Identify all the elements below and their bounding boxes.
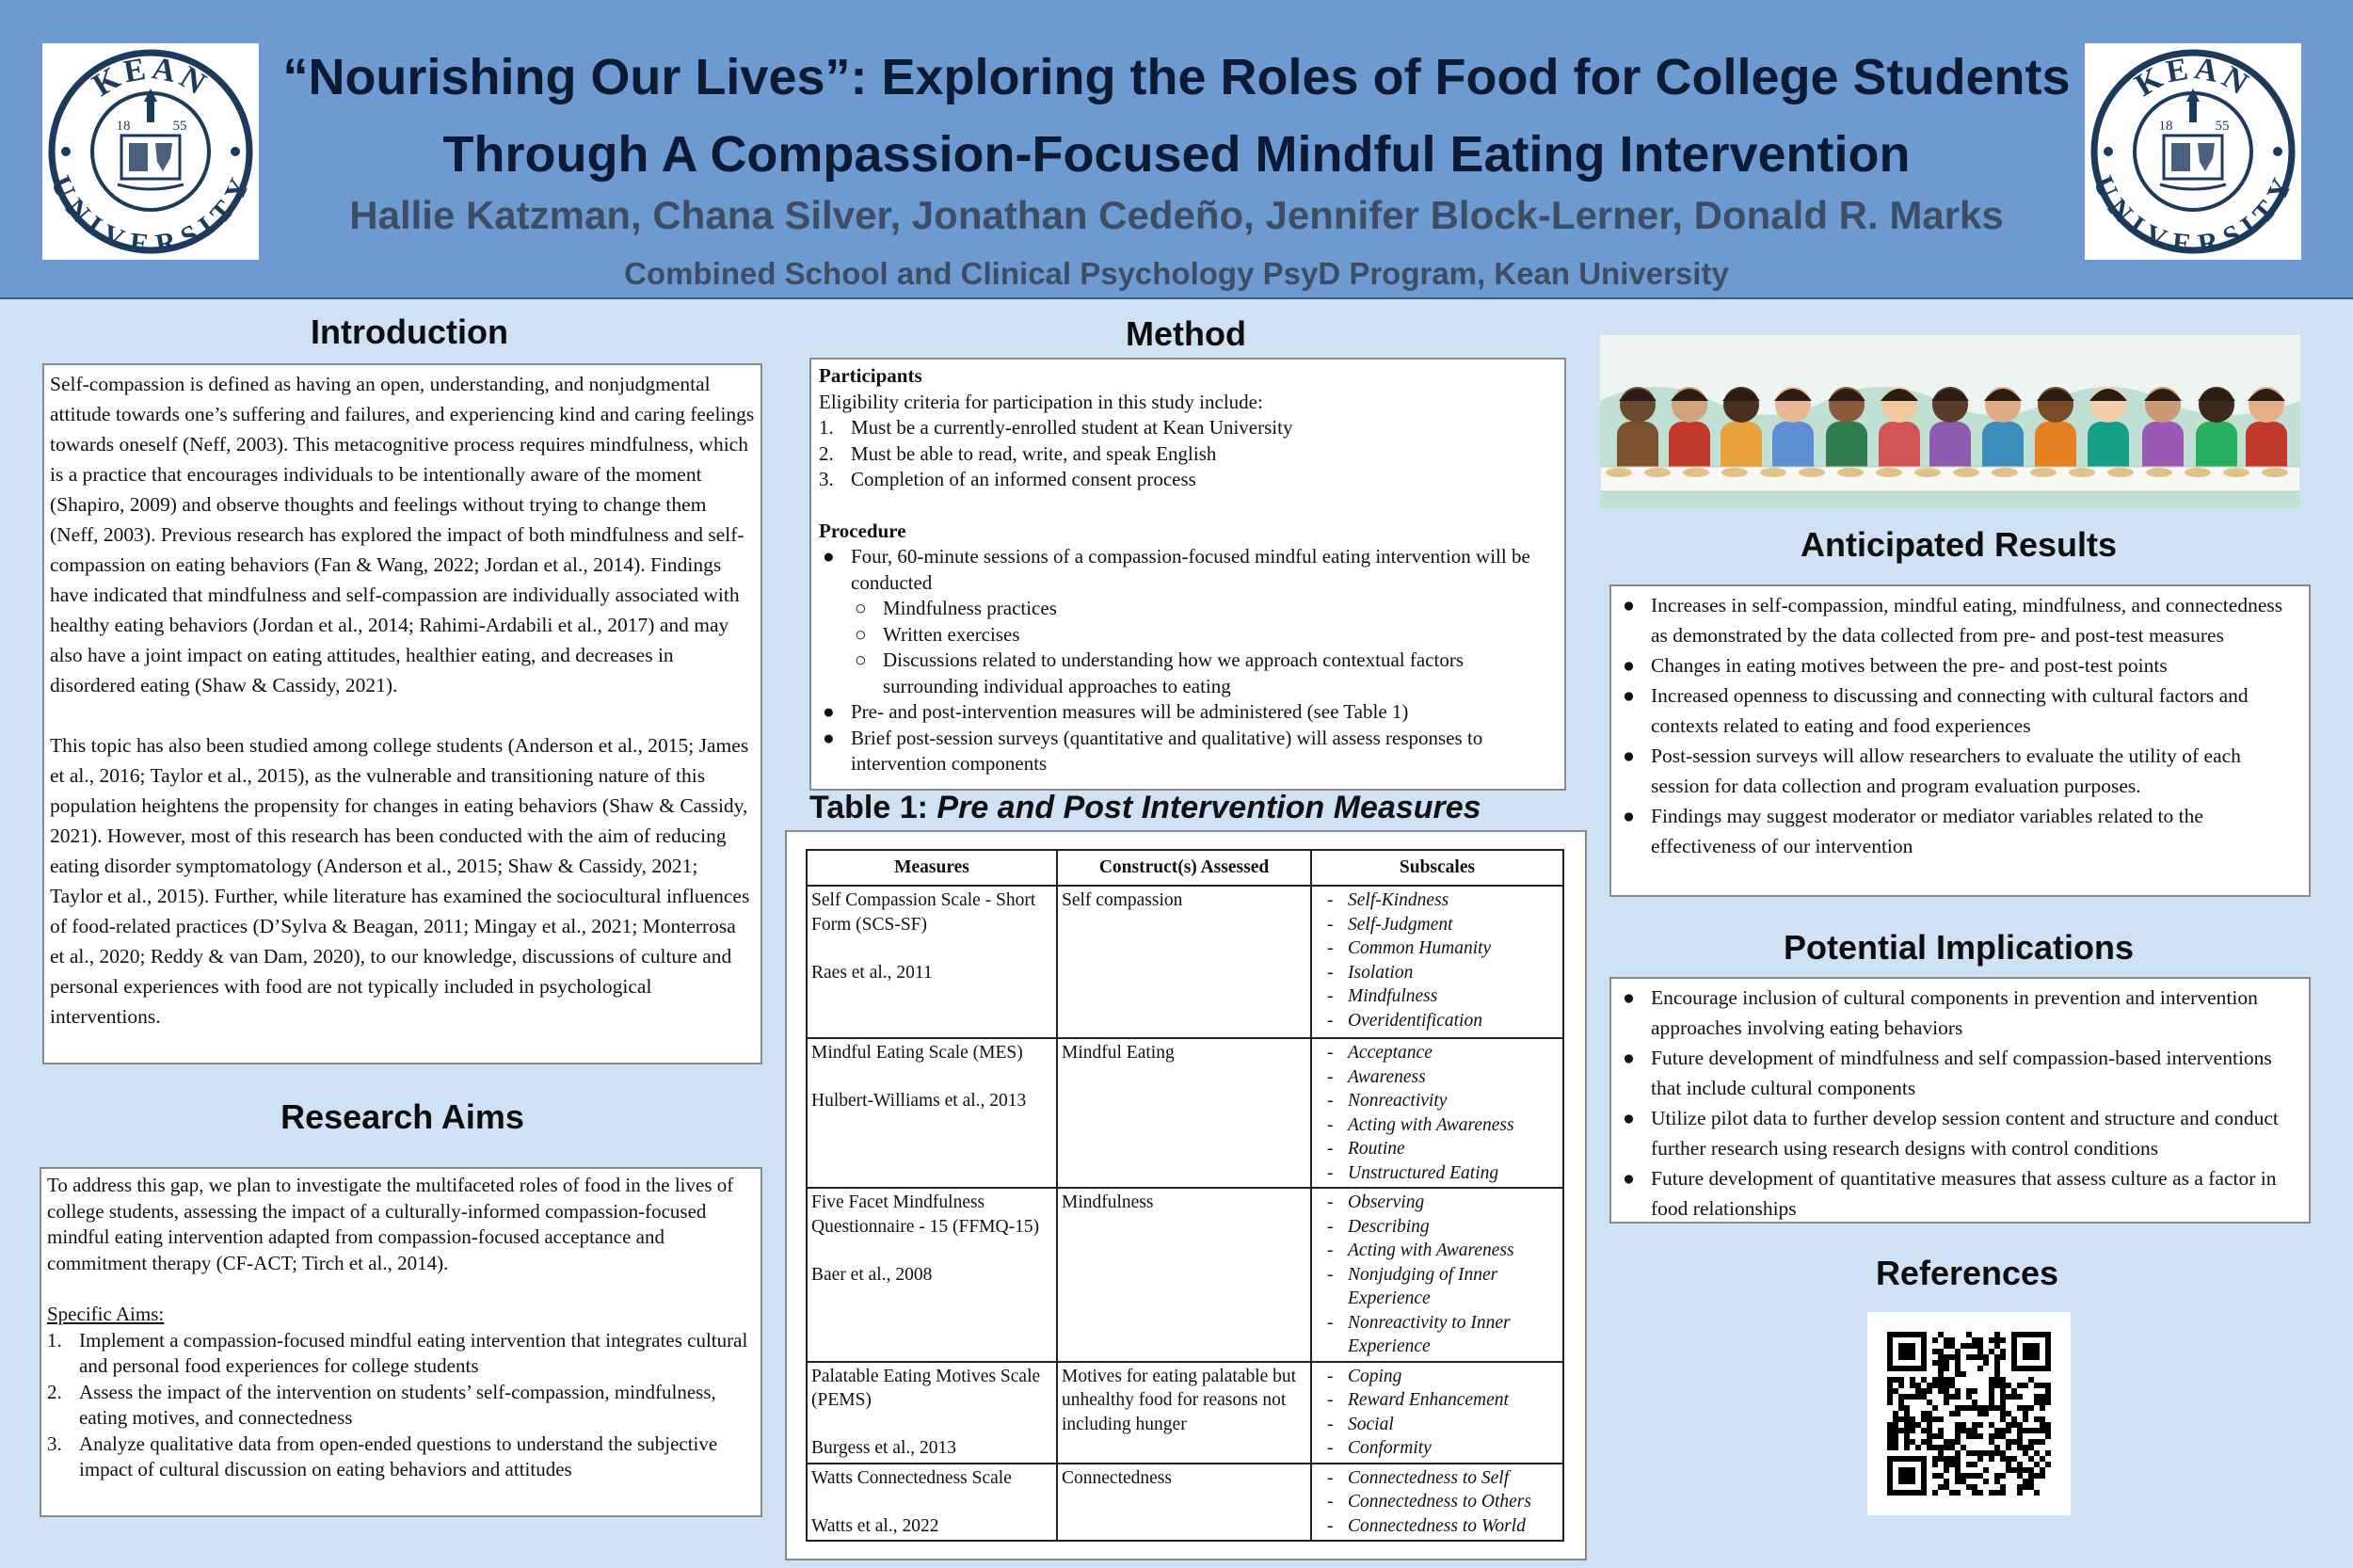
construct-cell: Mindfulness bbox=[1057, 1188, 1311, 1362]
measure-name: Mindful Eating Scale (MES) bbox=[811, 1043, 1023, 1063]
subscale-list bbox=[1316, 1191, 1559, 1359]
list-item: - Unstructured Eating bbox=[1327, 1162, 1499, 1183]
svg-text:KEAN: KEAN bbox=[2129, 51, 2258, 104]
measure-citation: Raes et al., 2011 bbox=[811, 962, 933, 983]
subscales-cell bbox=[1311, 1038, 1563, 1188]
svg-text:55: 55 bbox=[2215, 119, 2230, 134]
table-body bbox=[807, 886, 1563, 1541]
circle-bullet-icon: ○ bbox=[855, 597, 867, 619]
list-item: - Connectedness to Others bbox=[1327, 1492, 1531, 1512]
affiliation: Combined School and Clinical Psychology PsyD Program, Kean University bbox=[624, 256, 1729, 291]
kean-university-seal-icon bbox=[42, 43, 259, 260]
list-item: 2. Must be able to read, write, and speak English bbox=[819, 441, 1217, 465]
list-item: ● Increased openness to discussing and connecting with cultural factors and contexts related to eating and food experiences bbox=[1619, 680, 2301, 741]
list-item: - Isolation bbox=[1327, 962, 1414, 983]
authors: Hallie Katzman, Chana Silver, Jonathan Cedeño, Jennifer Block-Lerner, Donald R. Marks bbox=[349, 193, 2004, 237]
measure-cell bbox=[807, 1362, 1057, 1464]
method-heading: Method bbox=[1126, 314, 1246, 353]
svg-text:UNIVERSITY: UNIVERSITY bbox=[2087, 171, 2299, 260]
svg-text:18: 18 bbox=[2158, 119, 2173, 134]
specific-aims-list bbox=[47, 1328, 755, 1483]
qr-code-icon[interactable] bbox=[1867, 1312, 2071, 1515]
poster-title-line-1: “Nourishing Our Lives”: Exploring the Roles of Food for College Students bbox=[282, 49, 2071, 105]
table-row bbox=[807, 1464, 1563, 1542]
construct-cell: Mindful Eating bbox=[1057, 1038, 1311, 1188]
list-item: - Nonjudging of Inner Experience bbox=[1327, 1264, 1498, 1308]
table-1-title: Table 1: Pre and Post Intervention Measures bbox=[809, 790, 1481, 825]
measure-cell bbox=[807, 1464, 1057, 1542]
table-row bbox=[807, 1188, 1563, 1362]
poster-header bbox=[0, 0, 2353, 299]
list-item: ○ Written exercises bbox=[851, 622, 1557, 648]
anticipated-results-list bbox=[1619, 590, 2301, 861]
list-item: ● Future development of mindfulness and self compassion-based interventions that include cultural components bbox=[1619, 1043, 2301, 1103]
measure-name: Five Facet Mindfulness Questionnaire - 15 (FFMQ-15) bbox=[811, 1192, 1040, 1237]
construct-cell: Self compassion bbox=[1057, 886, 1311, 1038]
bullet-icon: ● bbox=[823, 700, 835, 723]
svg-text:UNIVERSITY: UNIVERSITY bbox=[44, 171, 257, 260]
subscale-list bbox=[1316, 1365, 1559, 1461]
measure-cell bbox=[807, 1038, 1057, 1188]
list-item: ● Pre- and post-intervention measures will be administered (see Table 1) bbox=[819, 699, 1557, 726]
list-item: - Coping bbox=[1327, 1366, 1402, 1386]
eligibility-intro: Eligibility criteria for participation in this study include: bbox=[819, 390, 1263, 413]
list-item: ● Brief post-session surveys (quantitative and qualitative) will assess responses to intervention components bbox=[823, 726, 1483, 775]
kean-university-seal-icon bbox=[2085, 43, 2301, 260]
circle-bullet-icon: ○ bbox=[855, 622, 867, 646]
list-item: - Nonreactivity bbox=[1327, 1091, 1448, 1111]
list-item: - Mindfulness bbox=[1327, 986, 1438, 1006]
table-row bbox=[807, 1362, 1563, 1464]
list-item: ● Post-session surveys will allow researchers to evaluate the utility of each session for data collection and program evaluation purposes. bbox=[1619, 741, 2301, 801]
list-item: ● Increases in self-compassion, mindful eating, mindfulness, and connectedness as demonstrated by the data collected from pre- and post-test measures bbox=[1619, 590, 2301, 650]
measure-name: Palatable Eating Motives Scale (PEMS) bbox=[811, 1366, 1041, 1410]
people-sharing-meal-illustration bbox=[1600, 335, 2300, 508]
list-item: ● Four, 60-minute sessions of a compassion-focused mindful eating intervention will be conducted ○ Mindfulness practices ○ Written exercises ○ Discussions related to understanding how we approach contextual factors surrounding individual approaches to eating bbox=[819, 544, 1557, 699]
list-item: 3. Analyze qualitative data from open-ended questions to understand the subjective impact of cultural discussion on eating behaviors and attitudes bbox=[47, 1432, 718, 1480]
subscale-list bbox=[1316, 1041, 1559, 1185]
list-item: - Social bbox=[1327, 1414, 1394, 1434]
column-header: Construct(s) Assessed bbox=[1057, 850, 1311, 886]
table-header-row bbox=[807, 850, 1563, 886]
bullet-icon: ● bbox=[1623, 805, 1635, 827]
list-item: 1. Implement a compassion-focused mindful eating intervention that integrates cultural and personal food experiences for college students bbox=[47, 1328, 748, 1377]
list-item: - Overidentification bbox=[1327, 1010, 1482, 1031]
svg-text:55: 55 bbox=[172, 119, 187, 134]
procedure-label: Procedure bbox=[819, 519, 906, 542]
list-item: - Reward Enhancement bbox=[1327, 1390, 1509, 1410]
anticipated-results-box bbox=[1609, 584, 2311, 897]
bullet-icon: ● bbox=[823, 545, 835, 568]
list-item: - Describing bbox=[1327, 1216, 1430, 1237]
subscales-cell bbox=[1311, 1464, 1563, 1542]
bullet-icon: ● bbox=[1623, 986, 1635, 1009]
construct-cell: Motives for eating palatable but unhealthy food for reasons not including hunger bbox=[1057, 1362, 1311, 1464]
bullet-icon: ● bbox=[823, 726, 835, 749]
method-box bbox=[809, 358, 1566, 791]
list-item: - Observing bbox=[1327, 1192, 1425, 1212]
list-item: - Acceptance bbox=[1327, 1043, 1433, 1063]
bullet-icon: ● bbox=[1623, 594, 1635, 616]
svg-text:KEAN: KEAN bbox=[87, 51, 216, 104]
list-item: - Routine bbox=[1327, 1139, 1405, 1159]
list-item: - Awareness bbox=[1327, 1066, 1426, 1087]
introduction-heading: Introduction bbox=[311, 312, 508, 351]
measures-table bbox=[806, 849, 1564, 1542]
table-1-box bbox=[785, 830, 1587, 1560]
bullet-icon: ● bbox=[1623, 1107, 1635, 1129]
bullet-icon: ● bbox=[1623, 1167, 1635, 1190]
list-item: - Acting with Awareness bbox=[1327, 1240, 1514, 1260]
procedure-list bbox=[819, 544, 1557, 777]
table-row bbox=[807, 1038, 1563, 1188]
specific-aims-label: Specific Aims: bbox=[47, 1303, 165, 1325]
research-aims-box bbox=[40, 1167, 762, 1517]
subscales-cell bbox=[1311, 1188, 1563, 1362]
list-item: - Self-Kindness bbox=[1327, 890, 1449, 910]
list-item: - Connectedness to Self bbox=[1327, 1467, 1510, 1488]
svg-text:18: 18 bbox=[116, 119, 131, 134]
list-item: - Nonreactivity to Inner Experience bbox=[1327, 1312, 1511, 1356]
measure-name: Watts Connectedness Scale bbox=[811, 1467, 1012, 1488]
column-header: Subscales bbox=[1311, 850, 1563, 886]
measure-citation: Burgess et al., 2013 bbox=[811, 1438, 957, 1458]
list-item: ○ Discussions related to understanding how we approach contextual factors surrounding individual approaches to eating bbox=[855, 648, 1464, 697]
measure-citation: Watts et al., 2022 bbox=[811, 1515, 939, 1536]
bullet-icon: ● bbox=[1623, 654, 1635, 677]
potential-implications-heading: Potential Implications bbox=[1783, 928, 2135, 967]
list-item: ○ Mindfulness practices bbox=[851, 596, 1557, 622]
list-item: - Self-Judgment bbox=[1327, 914, 1453, 935]
bullet-icon: ● bbox=[1623, 744, 1635, 767]
list-item: - Acting with Awareness bbox=[1327, 1114, 1514, 1135]
research-aims-heading: Research Aims bbox=[280, 1097, 524, 1136]
bullet-icon: ● bbox=[1623, 1047, 1635, 1069]
introduction-paragraph-1: Self-compassion is defined as having an open, understanding, and nonjudgmental attitude towards one’s suffering and failures, and experiencing kind and caring feelings towards oneself (Neff, 2003). This metacognitive process requires mindfulness, which is a practice that encourages individuals to be intentionally aware of the moment (Shapiro, 2009) and observe thoughts and feelings without trying to change them (Neff, 2003). Previous research has explored the impact of both mindfulness and self-compassion on eating behaviors (Fan & Wang, 2022; Jordan et al., 2014). Findings have indicated that mindfulness and self-compassion are individually associated with healthy eating behaviors (Jordan et al., 2014; Rahimi-Ardabili et al., 2017) and may also have a joint impact on eating attitudes, healthier eating, and decreases in disordered eating (Shaw & Cassidy, 2021). bbox=[50, 373, 755, 696]
subscale-list bbox=[1316, 888, 1559, 1032]
potential-implications-box bbox=[1609, 977, 2311, 1224]
references-heading: References bbox=[1875, 1254, 2059, 1292]
introduction-paragraph-2: This topic has also been studied among college students (Anderson et al., 2015; James et al., 2016; Taylor et al., 2015), as the vulnerable and transitioning nature of this population heightens the propensity for changes in eating behaviors (Shaw & Cassidy, 2021). However, most of this research has been conducted with the aim of reducing eating disorder symptomatology (Anderson et al., 2015; Shaw & Cassidy, 2021; Taylor et al., 2015). Further, while literature has examined the sociocultural influences of food-related practices (D’Sylva & Beagan, 2011; Mingay et al., 2021; Monterrosa et al., 2020; Reddy & van Dam, 2020), to our knowledge, discussions of culture and personal experiences with food are not typically included in psychological interventions. bbox=[50, 734, 750, 1028]
participants-label: Participants bbox=[819, 364, 922, 387]
list-item: 2. Assess the impact of the intervention on students’ self-compassion, mindfulness, eating motives, and connectedness bbox=[47, 1380, 716, 1429]
research-aims-intro: To address this gap, we plan to investigate the multifaceted roles of food in the lives of college students, assessing the impact of a culturally-informed compassion-focused mindful eating intervention adapted from compassion-focused acceptance and commitment therapy (CF-ACT; Tirch et al., 2014). bbox=[47, 1174, 734, 1274]
measure-cell bbox=[807, 1188, 1057, 1362]
list-item: ● Changes in eating motives between the pre- and post-test points bbox=[1619, 650, 2301, 680]
column-header: Measures bbox=[807, 850, 1057, 886]
measure-cell bbox=[807, 886, 1057, 1038]
list-item: 1. Must be a currently-enrolled student at Kean University bbox=[819, 416, 1293, 439]
measure-citation: Hulbert-Williams et al., 2013 bbox=[811, 1091, 1027, 1111]
circle-bullet-icon: ○ bbox=[855, 648, 867, 671]
list-item: ● Utilize pilot data to further develop session content and structure and conduct further research using research designs with control conditions bbox=[1619, 1103, 2301, 1163]
list-item: - Conformity bbox=[1327, 1438, 1432, 1458]
subscales-cell bbox=[1311, 886, 1563, 1038]
measure-citation: Baer et al., 2008 bbox=[811, 1264, 933, 1285]
list-item: ● Encourage inclusion of cultural components in prevention and intervention approaches involving eating behaviors bbox=[1619, 983, 2301, 1043]
list-item: 3. Completion of an informed consent process bbox=[819, 468, 1196, 490]
eligibility-criteria-list bbox=[819, 415, 1557, 493]
anticipated-results-heading: Anticipated Results bbox=[1800, 525, 2118, 564]
list-item: - Connectedness to World bbox=[1327, 1515, 1526, 1536]
subscale-list bbox=[1316, 1466, 1559, 1539]
subscales-cell bbox=[1311, 1362, 1563, 1464]
potential-implications-list bbox=[1619, 983, 2301, 1224]
table-row bbox=[807, 886, 1563, 1038]
poster-title-line-2: Through A Compassion-Focused Mindful Eating Intervention bbox=[442, 126, 1911, 183]
list-item: ● Future development of quantitative measures that assess culture as a factor in food relationships bbox=[1619, 1163, 2301, 1224]
introduction-box bbox=[42, 363, 762, 1064]
list-item: ● Findings may suggest moderator or mediator variables related to the effectiveness of our intervention bbox=[1619, 801, 2301, 861]
construct-cell: Connectedness bbox=[1057, 1464, 1311, 1542]
session-components-list bbox=[851, 596, 1557, 699]
bullet-icon: ● bbox=[1623, 684, 1635, 707]
measure-name: Self Compassion Scale - Short Form (SCS-SF) bbox=[811, 890, 1036, 935]
list-item: - Common Humanity bbox=[1327, 938, 1492, 958]
